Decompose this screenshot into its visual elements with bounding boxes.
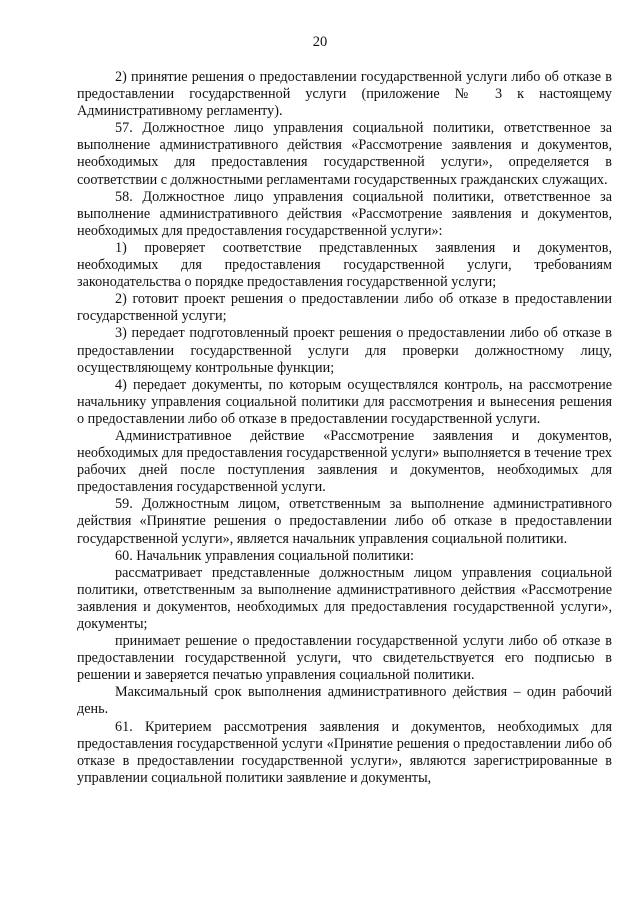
paragraph-58-item-3: 3) передает подготовленный проект решения о предоставлении либо об отказе в предоставлении государственной услуги для проверки должностному лицу, осуществляющему контрольные функции;: [77, 325, 612, 376]
paragraph-61: 61. Критерием рассмотрения заявления и документов, необходимых для предоставления государственной услуги «Принятие решения о предоставлении либо об отказе в предоставлении государственной услуги», являются зарегистрированные в управлении социальной политики заявление и документы,: [77, 718, 612, 786]
paragraph-60: 60. Начальник управления социальной политики:: [115, 547, 414, 564]
paragraph-60-decides: принимает решение о предоставлении государственной услуги либо об отказе в предоставлении государственной услуги, что свидетельствуется его подписью в решении и заверяется печатью управления социальной политики.: [77, 633, 612, 684]
paragraph-58: 58. Должностное лицо управления социальной политики, ответственное за выполнение административного действия «Рассмотрение заявления и документов, необходимых для предоставления государственной услуги»:: [77, 188, 612, 239]
paragraph-59: 59. Должностным лицом, ответственным за выполнение административного действия «Принятие решения о предоставлении либо об отказе в предоставлении государственной услуги», является начальник управления социальной политики.: [77, 496, 612, 547]
document-body: [77, 69, 612, 787]
paragraph-57: 57. Должностное лицо управления социальной политики, ответственное за выполнение административного действия «Рассмотрение заявления и документов, необходимых для предоставления государственной услуги», определяется в соответствии с должностными регламентами государственных гражданских служащих.: [77, 120, 612, 188]
paragraph-administrative-action: Административное действие «Рассмотрение заявления и документов, необходимых для предоставления государственной услуги» выполняется в течение трех рабочих дней после поступления заявления и документов, необходимых для предоставления государственной услуги.: [77, 427, 612, 496]
paragraph-max-term: Максимальный срок выполнения административного действия – один рабочий день.: [77, 684, 612, 718]
paragraph-60-reviews: рассматривает представленные должностным лицом управления социальной политики, ответственным за выполнение административного действия «Рассмотрение заявления и документов, необходимых для предоставления государственной услуги», документы;: [77, 564, 612, 632]
page-number: 20: [312, 34, 328, 50]
paragraph-item-2: 2) принятие решения о предоставлении государственной услуги либо об отказе в предоставлении государственной услуги (приложение № 3 к настоящему Административному регламенту).: [77, 69, 612, 120]
paragraph-58-item-4: 4) передает документы, по которым осуществлялся контроль, на рассмотрение начальнику управления социальной политики для рассмотрения и вынесения решения о предоставлении либо об отказе в предоставлении государственной услуги.: [77, 376, 612, 427]
paragraph-58-item-2: 2) готовит проект решения о предоставлении либо об отказе в предоставлении государственной услуги;: [77, 291, 612, 325]
paragraph-58-item-1: 1) проверяет соответствие представленных заявления и документов, необходимых для предоставления государственной услуги, требованиям законодательства о порядке предоставления государственной услуги;: [77, 239, 612, 291]
